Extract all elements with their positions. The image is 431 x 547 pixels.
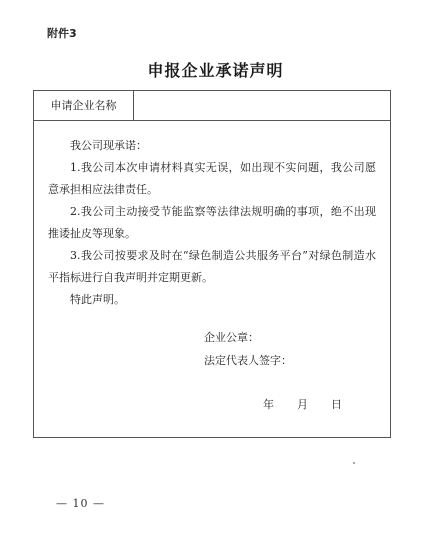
month-label: 月 [297,398,308,411]
day-label: 日 [331,398,342,411]
representative-signature-label: 法定代表人签字： [204,354,292,367]
company-seal-label: 企业公章： [204,331,259,344]
attachment-label: 附件3 [47,27,77,40]
company-name-field[interactable] [134,91,390,120]
page-title: 申报企业承诺声明 [147,61,284,80]
statement-item-1: 1.我公司本次申请材料真实无误，如出现不实问题，我公司愿意承担相应法律责任。 [48,161,376,196]
statement-intro: 我公司现承诺： [70,139,147,152]
declaration-form [33,90,391,438]
statement-closing: 特此声明。 [70,293,125,306]
company-name-label: 申请企业名称 [34,91,134,120]
statement-body [34,121,390,311]
scan-speck [353,462,355,464]
year-label: 年 [263,398,274,411]
company-name-row [34,91,390,121]
statement-item-2: 2.我公司主动接受节能监察等法律法规明确的事项，绝不出现推诿扯皮等现象。 [48,205,376,240]
date-line [263,396,342,412]
page-number: — 10 — [56,497,105,510]
statement-item-3: 3.我公司按要求及时在“绿色制造公共服务平台”对绿色制造水平指标进行自我声明并定期更新。 [48,249,376,284]
